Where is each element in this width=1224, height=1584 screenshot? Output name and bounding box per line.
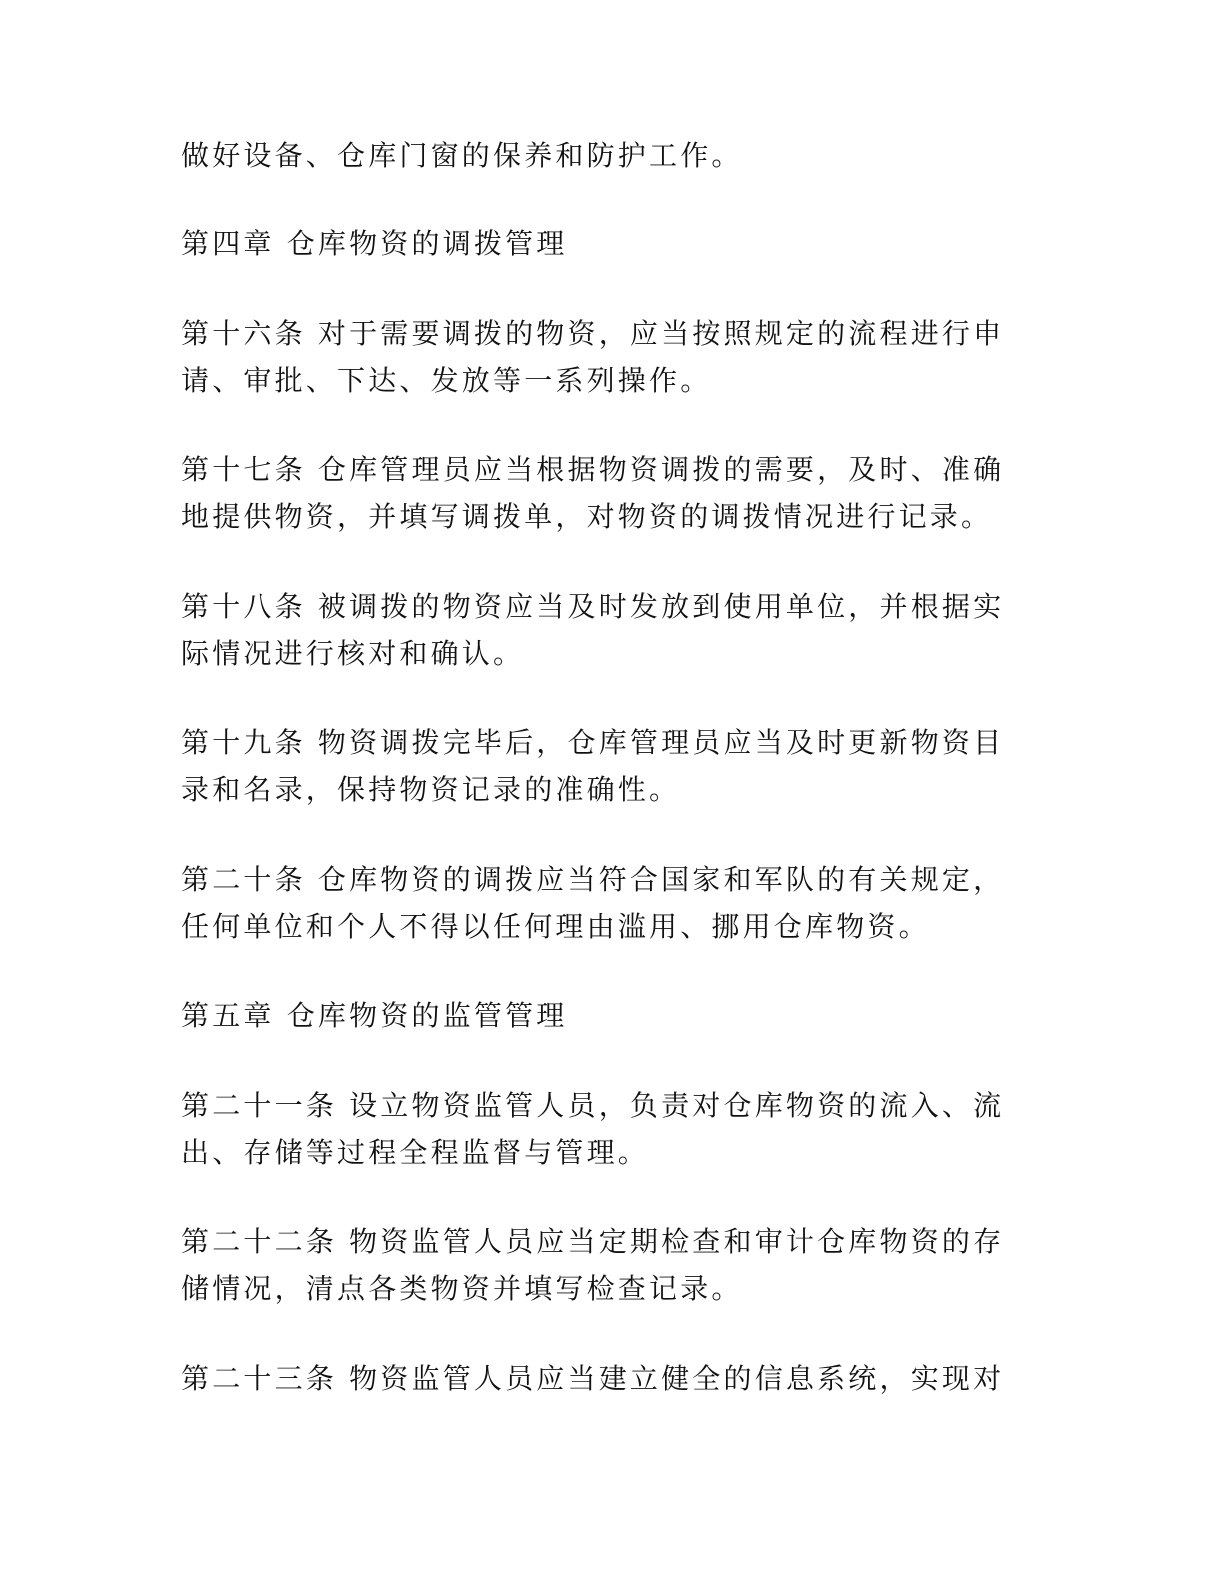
text-line: 录和名录，保持物资记录的准确性。 <box>181 773 681 806</box>
article-17 <box>181 446 1011 540</box>
text-line: 第二十二条 物资监管人员应当定期检查和审计仓库物资的存 <box>181 1225 1005 1258</box>
article-23 <box>181 1355 1011 1402</box>
article-21 <box>181 1082 1011 1176</box>
text-line: 做好设备、仓库门窗的保养和防护工作。 <box>181 139 743 172</box>
text-line: 第二十条 仓库物资的调拨应当符合国家和军队的有关规定， <box>181 863 1005 896</box>
article-22 <box>181 1218 1011 1312</box>
text-line: 际情况进行核对和确认。 <box>181 637 525 670</box>
article-19 <box>181 719 1011 813</box>
article-18 <box>181 583 1011 677</box>
text-line: 第二十三条 物资监管人员应当建立健全的信息系统，实现对 <box>181 1362 1005 1395</box>
text-line: 地提供物资，并填写调拨单，对物资的调拨情况进行记录。 <box>181 500 993 533</box>
text-line: 第十六条 对于需要调拨的物资，应当按照规定的流程进行申 <box>181 317 1005 350</box>
text-line: 第五章 仓库物资的监管管理 <box>181 999 568 1032</box>
text-line: 第十九条 物资调拨完毕后，仓库管理员应当及时更新物资目 <box>181 726 1005 759</box>
text-line: 任何单位和个人不得以任何理由滥用、挪用仓库物资。 <box>181 910 930 943</box>
text-line: 第十七条 仓库管理员应当根据物资调拨的需要，及时、准确 <box>181 453 1005 486</box>
text-line: 请、审批、下达、发放等一系列操作。 <box>181 364 712 397</box>
text-line: 出、存储等过程全程监督与管理。 <box>181 1136 650 1169</box>
text-line: 储情况，清点各类物资并填写检查记录。 <box>181 1272 743 1305</box>
chapter-heading-4 <box>181 220 1011 267</box>
paragraph-continuation <box>181 132 1011 179</box>
chapter-heading-5 <box>181 992 1011 1039</box>
text-line: 第四章 仓库物资的调拨管理 <box>181 227 568 260</box>
article-16 <box>181 310 1011 404</box>
article-20 <box>181 856 1011 950</box>
text-line: 第二十一条 设立物资监管人员，负责对仓库物资的流入、流 <box>181 1089 1005 1122</box>
text-line: 第十八条 被调拨的物资应当及时发放到使用单位，并根据实 <box>181 590 1005 623</box>
